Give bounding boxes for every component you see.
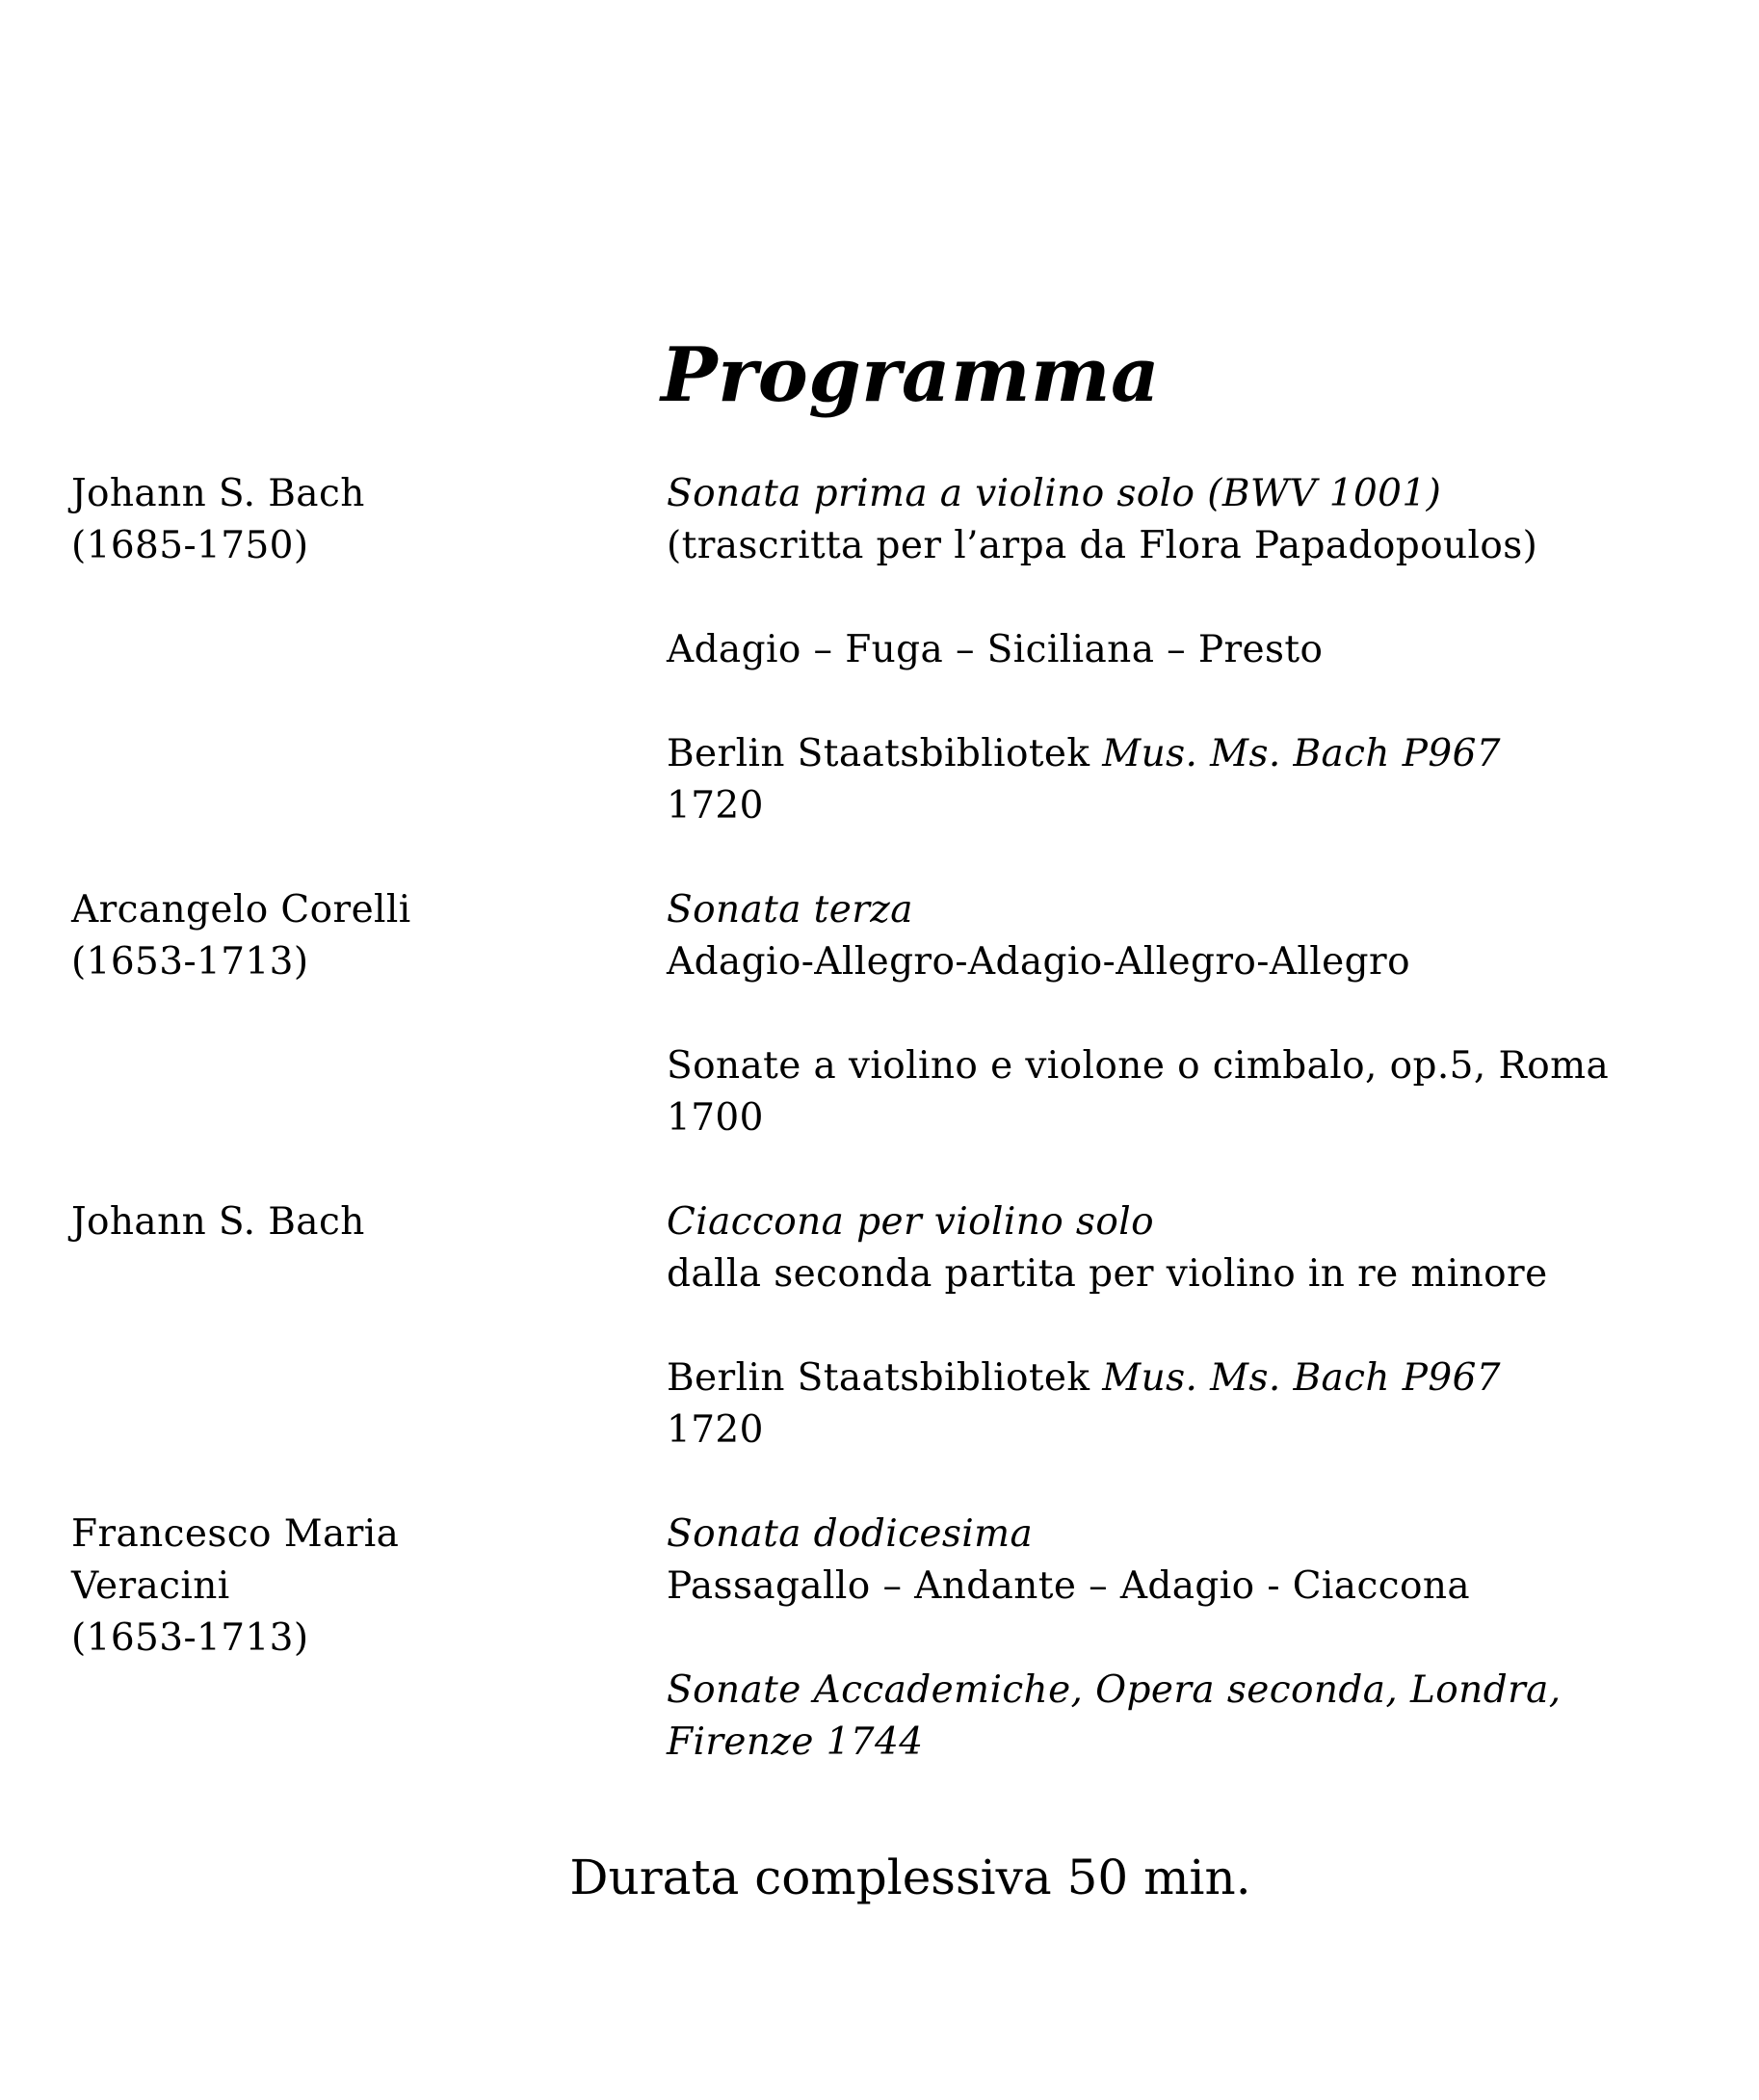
work-note: dalla seconda partita per violino in re minore [667, 1252, 1548, 1296]
work-source: Firenze 1744 [667, 1720, 924, 1764]
work-column [667, 1196, 1726, 1457]
composer-name: Veracini [71, 1564, 230, 1608]
work-title: Ciaccona per violino solo [667, 1200, 1154, 1244]
composer-name: Francesco Maria [71, 1512, 400, 1556]
source-shelfmark: Mus. Ms. Bach P967 [1102, 732, 1502, 775]
work-column [667, 468, 1726, 832]
program-entry [0, 884, 1759, 1144]
composer-name: Johann S. Bach [71, 472, 365, 515]
composer-column [71, 468, 667, 832]
page-title: Programma [661, 331, 1161, 419]
composer-dates: (1653-1713) [71, 1616, 309, 1660]
work-note: (trascritta per l’arpa da Flora Papadopoulos) [667, 524, 1538, 567]
composer-dates: (1685-1750) [71, 524, 309, 567]
composer-column [71, 884, 667, 1144]
work-source [667, 1352, 1726, 1404]
composer-column [71, 1509, 667, 1769]
total-duration: Durata complessiva 50 min. [569, 1850, 1251, 1905]
source-shelfmark: Mus. Ms. Bach P967 [1102, 1356, 1502, 1400]
work-year: 1700 [667, 1096, 764, 1140]
work-title: Sonata dodicesima [667, 1512, 1034, 1556]
program-entry [0, 468, 1759, 832]
work-title: Sonata terza [667, 888, 913, 932]
work-title: Sonata prima a violino solo (BWV 1001) [667, 472, 1442, 515]
work-source: Sonate a violino e violone o cimbalo, op.5, Roma [667, 1044, 1610, 1088]
work-movements: Passagallo – Andante – Adagio - Ciaccona [667, 1564, 1470, 1608]
work-column [667, 1509, 1726, 1769]
program-entry [0, 1509, 1759, 1769]
composer-column [71, 1196, 667, 1457]
source-library: Berlin Staatsbibliotek [667, 1356, 1090, 1400]
work-movements: Adagio-Allegro-Adagio-Allegro-Allegro [667, 940, 1410, 984]
work-year: 1720 [667, 784, 764, 827]
source-library: Berlin Staatsbibliotek [667, 732, 1090, 775]
program-list [0, 468, 1759, 1821]
work-source [667, 728, 1726, 780]
composer-dates: (1653-1713) [71, 940, 309, 984]
work-source: Sonate Accademiche, Opera seconda, Londra, [667, 1668, 1562, 1712]
work-column [667, 884, 1726, 1144]
program-entry [0, 1196, 1759, 1457]
composer-name: Johann S. Bach [71, 1200, 365, 1244]
work-year: 1720 [667, 1408, 764, 1452]
composer-name: Arcangelo Corelli [71, 888, 411, 932]
work-movements: Adagio – Fuga – Siciliana – Presto [667, 628, 1324, 671]
